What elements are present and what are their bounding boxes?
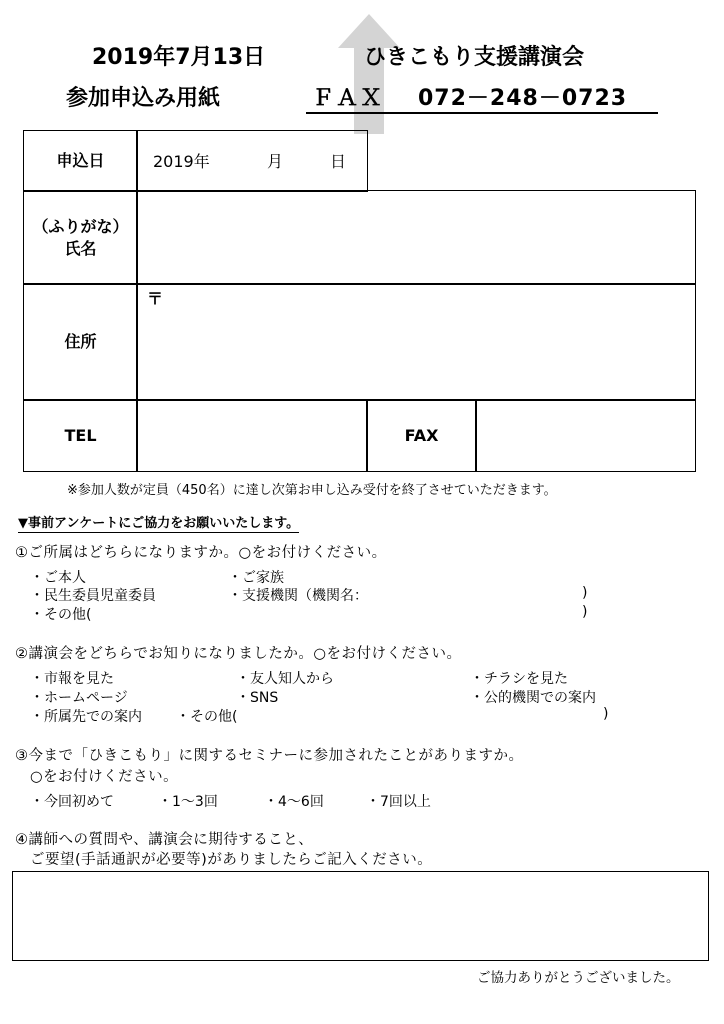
- q1-option-welfare-commissioner[interactable]: ・民生委員児童委員: [30, 588, 156, 604]
- fax-field[interactable]: [475, 399, 696, 472]
- form-title: 参加申込み用紙: [66, 86, 221, 111]
- q1-option-family[interactable]: ・ご家族: [228, 570, 284, 586]
- q2-option-affiliation[interactable]: ・所属先での案内: [30, 709, 142, 725]
- tel-label: [23, 399, 138, 472]
- fax-label: [366, 399, 477, 472]
- q2-option-homepage[interactable]: ・ホームページ: [30, 690, 128, 706]
- q2-other-close-paren: ): [603, 706, 609, 722]
- q1-option-self[interactable]: ・ご本人: [30, 570, 86, 586]
- q1-option-support-agency[interactable]: ・支援機関（機関名：: [228, 588, 368, 604]
- question-1: ①ご所属はどちらになりますか。○をお付けください。: [15, 545, 387, 561]
- event-date-title: 2019年7月13日: [92, 45, 266, 70]
- q2-option-other[interactable]: ・その他(: [176, 709, 238, 725]
- thanks-text: ご協力ありがとうございました。: [477, 970, 680, 986]
- fax-underline: [306, 112, 658, 114]
- name-label-text: 氏名: [64, 238, 97, 258]
- tel-field[interactable]: [136, 399, 368, 472]
- q2-option-friends[interactable]: ・友人知人から: [236, 671, 334, 687]
- question-2: ②講演会をどちらでお知りになりましたか。○をお付けください。: [15, 646, 462, 662]
- q2-option-public-agency[interactable]: ・公的機関での案内: [470, 690, 596, 706]
- fax-label-text: FAX: [404, 425, 439, 445]
- fax-label-header: ＦＡＸ: [312, 86, 385, 111]
- address-label: [23, 283, 138, 401]
- comments-textarea[interactable]: [12, 871, 709, 961]
- tel-label-text: TEL: [64, 425, 97, 445]
- q2-option-city-newsletter[interactable]: ・市報を見た: [30, 671, 114, 687]
- q3-option-7-plus[interactable]: ・7回以上: [366, 794, 431, 810]
- fax-number: 072－248－0723: [418, 86, 628, 111]
- address-field[interactable]: [136, 283, 696, 401]
- q3-option-first-time[interactable]: ・今回初めて: [30, 794, 114, 810]
- question-4-detail: ご要望(手話通訳が必要等)がありましたらご記入ください。: [30, 852, 433, 868]
- address-label-text: 住所: [64, 332, 97, 351]
- q2-option-sns[interactable]: ・SNS: [236, 690, 279, 706]
- date-day: 日: [330, 152, 347, 171]
- q1-other-close-paren: ): [582, 604, 588, 620]
- up-arrow-icon: [338, 14, 400, 134]
- q1-option-other[interactable]: ・その他(: [30, 607, 92, 623]
- furigana-label: （ふりがな）: [32, 216, 129, 236]
- question-4: ④講師への質問や、講演会に期待すること、: [15, 832, 314, 848]
- name-label: [23, 190, 138, 285]
- q3-option-4-6[interactable]: ・4～6回: [264, 794, 324, 810]
- q3-option-1-3[interactable]: ・1～3回: [158, 794, 218, 810]
- apply-date-field[interactable]: [136, 130, 368, 192]
- apply-date-label: [23, 130, 138, 192]
- question-3: ③今まで「ひきこもり」に関するセミナーに参加されたことがありますか。: [15, 748, 524, 764]
- apply-date-label-text: 申込日: [56, 151, 105, 170]
- event-title: ひきこもり支援講演会: [364, 45, 585, 70]
- capacity-note: ※参加人数が定員（450名）に達し次第お申し込み受付を終了させていただきます。: [67, 483, 557, 498]
- date-month: 月: [267, 152, 284, 171]
- name-field[interactable]: [136, 190, 696, 285]
- postal-mark: 〒: [147, 289, 164, 308]
- question-3-instruction: ○をお付けください。: [30, 769, 179, 785]
- q1-agency-close-paren: ): [582, 585, 588, 601]
- date-year: 2019年: [153, 152, 210, 171]
- survey-heading: ▼事前アンケートにご協力をお願いいたします。: [18, 512, 299, 533]
- q2-option-flyer[interactable]: ・チラシを見た: [470, 671, 568, 687]
